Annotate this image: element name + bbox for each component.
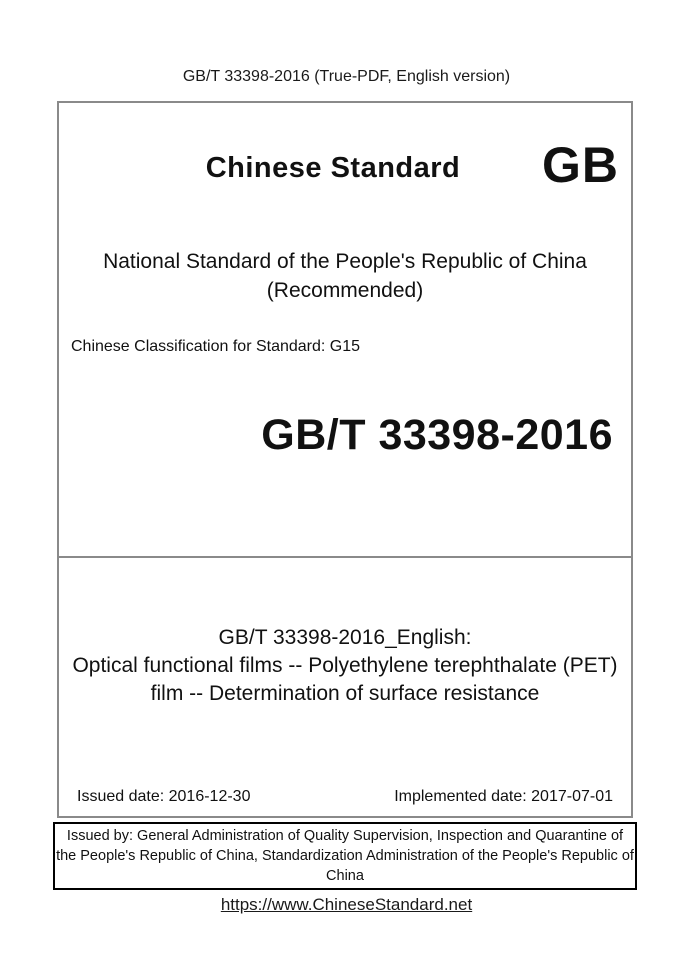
classification-line: Chinese Classification for Standard: G15 [71,338,361,355]
issuer-box [53,822,637,890]
national-standard-line2: (Recommended) [266,279,424,302]
issuer-line2: the People's Republic of China, Standardization Administration of the People's Republic of [56,848,634,864]
national-standard-line1: National Standard of the People's Republic of China [103,250,587,273]
national-standard-block [59,247,631,305]
issuer-line1: Issued by: General Administration of Quality Supervision, Inspection and Quarantine of [66,828,624,844]
english-title-block [59,624,631,708]
brand-title: Chinese Standard [205,152,461,184]
english-title-line3: film -- Determination of surface resistance [150,682,540,705]
english-title-line1: GB/T 33398-2016_English: [218,626,472,649]
dates-row [77,786,613,808]
cover-inner [59,103,631,816]
standard-number: GB/T 33398-2016 [261,411,613,459]
website-link[interactable]: https://www.ChineseStandard.net [220,895,473,914]
issuer-line3: China [326,868,364,884]
gb-logo: GB [542,137,619,193]
cover-box [57,101,633,818]
issued-date: Issued date: 2016-12-30 [77,788,251,805]
horizontal-divider [57,556,633,558]
english-title-line2: Optical functional films -- Polyethylene terephthalate (PET) [72,654,618,677]
document-header-title: GB/T 33398-2016 (True-PDF, English version) [182,68,511,85]
implemented-date: Implemented date: 2017-07-01 [394,788,613,805]
footer [0,894,693,916]
